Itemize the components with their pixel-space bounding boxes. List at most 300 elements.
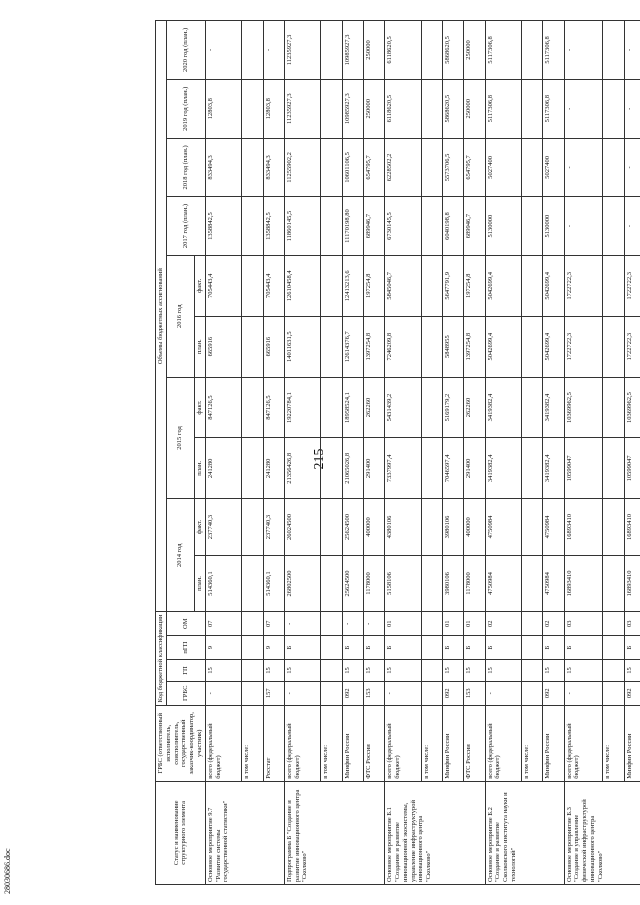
table-cell: 705443,4 xyxy=(263,255,284,316)
grbs-label: Минфин России xyxy=(342,705,363,781)
table-cell xyxy=(602,555,624,612)
table-cell xyxy=(421,138,442,197)
table-cell: 01 xyxy=(385,612,422,636)
table-cell xyxy=(602,660,624,682)
table-cell xyxy=(421,21,442,80)
table-cell: 26802500 xyxy=(284,555,321,612)
grbs-label: всего (федеральный бюджет) xyxy=(485,705,522,781)
table-cell: 5117306,8 xyxy=(543,79,564,138)
table-cell: 4380106 xyxy=(385,499,422,556)
table-cell xyxy=(522,197,543,256)
table-cell xyxy=(602,197,624,256)
table-cell xyxy=(321,438,342,499)
table-cell: Б xyxy=(443,636,464,660)
table-cell: 15 xyxy=(464,660,485,682)
table-cell: 9 xyxy=(263,636,284,660)
table-cell: 1397254,8 xyxy=(464,316,485,377)
table-cell: 03 xyxy=(564,612,602,636)
table-row xyxy=(543,21,564,885)
table-body xyxy=(205,21,640,885)
table-cell xyxy=(321,21,342,80)
table-cell: 26024500 xyxy=(284,499,321,556)
header-2016-plan: план. xyxy=(194,316,205,377)
table-cell: 10599047 xyxy=(625,438,640,499)
table-cell: 15 xyxy=(564,660,602,682)
table-cell xyxy=(242,377,263,438)
grbs-label: Минфин России xyxy=(625,705,640,781)
table-row xyxy=(464,21,485,885)
table-cell: 25624500 xyxy=(342,499,363,556)
table-cell: 847126,5 xyxy=(205,377,242,438)
grbs-label: в том числе: xyxy=(522,705,543,781)
grbs-label: Минфин России xyxy=(443,705,464,781)
table-cell: 11860145,5 xyxy=(284,197,321,256)
table-cell: 1722722,3 xyxy=(625,316,640,377)
table-cell xyxy=(242,79,263,138)
table-cell: 262260 xyxy=(464,377,485,438)
header-kbk-gp: ГП xyxy=(166,660,205,682)
table-cell: 5130000 xyxy=(485,197,522,256)
table-cell: 19220784,1 xyxy=(284,377,321,438)
table-cell xyxy=(602,438,624,499)
table-cell xyxy=(242,21,263,80)
table-cell: 01 xyxy=(464,612,485,636)
table-cell: 5042699,4 xyxy=(543,255,564,316)
table-cell: Б xyxy=(342,636,363,660)
table-cell: 18958524,1 xyxy=(342,377,363,438)
table-cell: - xyxy=(485,681,522,705)
table-cell xyxy=(321,197,342,256)
table-cell: 5130000 xyxy=(543,197,564,256)
table-cell: 14011631,5 xyxy=(284,316,321,377)
table-cell: 25624500 xyxy=(342,555,363,612)
table-cell: 16893410 xyxy=(625,499,640,556)
table-cell: 689946,7 xyxy=(464,197,485,256)
table-cell: 1178000 xyxy=(363,555,384,612)
table-cell: 5868620,5 xyxy=(443,79,464,138)
table-cell: 5573706,5 xyxy=(443,138,464,197)
table-cell: 092 xyxy=(543,681,564,705)
table-cell xyxy=(421,79,442,138)
structural-element-name: Основное мероприятие Б.1 "Создание и развитие инновационной экосистемы, управление инфраструктурой инновационного центра "Сколково" xyxy=(385,781,485,884)
header-kbk-pgp: пГП xyxy=(166,636,205,660)
table-cell: 291400 xyxy=(363,438,384,499)
table-cell: 6228502,2 xyxy=(385,138,422,197)
table-cell: - xyxy=(564,681,602,705)
table-cell: 3980106 xyxy=(443,499,464,556)
table-cell: 262260 xyxy=(363,377,384,438)
table-cell xyxy=(602,21,624,80)
table-cell: 6040198,8 xyxy=(443,197,464,256)
table-cell: 11235927,3 xyxy=(284,21,321,80)
table-cell: - xyxy=(205,21,242,80)
table-cell: 11235927,3 xyxy=(284,79,321,138)
table-cell: - xyxy=(263,21,284,80)
table-cell: - xyxy=(284,681,321,705)
header-2015-plan: план. xyxy=(194,438,205,499)
table-cell: 7046597,4 xyxy=(443,438,464,499)
grbs-label: всего (федеральный бюджет) xyxy=(284,705,321,781)
table-row xyxy=(485,21,522,885)
table-cell: 250000 xyxy=(464,79,485,138)
table-cell: 689946,7 xyxy=(363,197,384,256)
header-2015: 2015 год xyxy=(166,377,194,499)
table-cell: 10599047 xyxy=(564,438,602,499)
grbs-label: всего (федеральный бюджет) xyxy=(564,705,602,781)
table-cell xyxy=(421,555,442,612)
document-footer: 28030686.doc xyxy=(3,848,12,894)
table-cell: 9 xyxy=(205,636,242,660)
table-cell xyxy=(602,636,624,660)
table-cell: 4750984 xyxy=(543,499,564,556)
header-2014-plan: план. xyxy=(194,555,205,612)
table-cell: 5117306,8 xyxy=(543,21,564,80)
table-cell xyxy=(602,316,624,377)
table-cell: 1358842,5 xyxy=(263,197,284,256)
table-cell: 847126,5 xyxy=(263,377,284,438)
table-cell xyxy=(522,255,543,316)
table-cell: 07 xyxy=(263,612,284,636)
table-cell: 02 xyxy=(485,612,522,636)
table-cell xyxy=(421,499,442,556)
header-2018: 2018 год (план.) xyxy=(166,138,205,197)
header-2020: 2020 год (план.) xyxy=(166,21,205,80)
header-2015-fact: факт. xyxy=(194,377,205,438)
table-cell: Б xyxy=(485,636,522,660)
table-cell: 3419382,4 xyxy=(485,377,522,438)
table-cell: - xyxy=(564,79,602,138)
table-cell: 705443,4 xyxy=(205,255,242,316)
table-row xyxy=(263,21,284,885)
table-cell: 10985927,3 xyxy=(342,79,363,138)
table-row xyxy=(522,21,543,885)
table-cell: 237740,3 xyxy=(263,499,284,556)
table-cell: 7246209,8 xyxy=(385,316,422,377)
table-cell xyxy=(321,138,342,197)
table-cell: 11255902,2 xyxy=(284,138,321,197)
table-cell: Б xyxy=(625,636,640,660)
table-cell xyxy=(321,681,342,705)
table-cell: 15 xyxy=(625,660,640,682)
table-cell: 10369962,5 xyxy=(564,377,602,438)
table-cell xyxy=(321,377,342,438)
table-cell xyxy=(242,612,263,636)
table-cell: 4750984 xyxy=(485,499,522,556)
table-cell: 833494,3 xyxy=(263,138,284,197)
table-cell: 5868620,5 xyxy=(443,21,464,80)
table-cell xyxy=(242,681,263,705)
table-cell xyxy=(522,316,543,377)
table-cell: 092 xyxy=(443,681,464,705)
table-cell xyxy=(321,660,342,682)
table-cell: 15 xyxy=(543,660,564,682)
table-cell: 3419382,4 xyxy=(543,377,564,438)
grbs-label: в том числе: xyxy=(242,705,263,781)
table-cell: - xyxy=(363,612,384,636)
table-cell: 11170198,80 xyxy=(342,197,363,256)
table-cell: 15 xyxy=(342,660,363,682)
table-cell: 250000 xyxy=(363,79,384,138)
table-row xyxy=(284,21,321,885)
header-kbk-grbs: ГРБС xyxy=(166,681,205,705)
header-status: Статус и наименование структурного элемента xyxy=(156,781,206,884)
table-cell: 654795,7 xyxy=(464,138,485,197)
table-cell: 654795,7 xyxy=(363,138,384,197)
table-cell xyxy=(242,636,263,660)
table-row xyxy=(602,21,624,885)
table-cell xyxy=(522,555,543,612)
table-cell: - xyxy=(205,681,242,705)
table-cell: 5431439,2 xyxy=(385,377,422,438)
grbs-label: в том числе: xyxy=(602,705,624,781)
table-cell xyxy=(242,255,263,316)
table-row xyxy=(321,21,342,885)
table-cell: 1178000 xyxy=(464,555,485,612)
table-cell: 3980106 xyxy=(443,555,464,612)
table-cell xyxy=(602,499,624,556)
grbs-label: Росстат xyxy=(263,705,284,781)
table-cell xyxy=(522,138,543,197)
table-cell: 514360,1 xyxy=(205,555,242,612)
table-cell: 15 xyxy=(443,660,464,682)
table-cell: Б xyxy=(385,636,422,660)
table-cell: Б xyxy=(564,636,602,660)
table-cell xyxy=(602,255,624,316)
table-cell xyxy=(522,438,543,499)
grbs-label: всего (федеральный бюджет) xyxy=(385,705,422,781)
table-cell: 03 xyxy=(625,612,640,636)
table-cell xyxy=(321,636,342,660)
table-row xyxy=(242,21,263,885)
table-cell: 1722722,3 xyxy=(564,316,602,377)
table-cell: 01 xyxy=(443,612,464,636)
table-cell: 197254,8 xyxy=(363,255,384,316)
table-cell xyxy=(421,197,442,256)
table-cell xyxy=(321,555,342,612)
table-cell: - xyxy=(564,21,602,80)
header-2016: 2016 год xyxy=(166,255,194,377)
table-cell: 02 xyxy=(543,612,564,636)
table-cell xyxy=(421,681,442,705)
table-cell: 21065026,8 xyxy=(342,438,363,499)
structural-element-name: Основное мероприятие 9.7 "Развитие системы государственной статистики" xyxy=(205,781,284,884)
table-cell: 1722722,3 xyxy=(564,255,602,316)
structural-element-name: Основное мероприятие Б.3 "Создание и управление физической инфраструктурой инновационного центра "Сколково" xyxy=(564,781,640,884)
table-cell xyxy=(602,79,624,138)
table-cell: 4750984 xyxy=(543,555,564,612)
table-cell: 5848955 xyxy=(443,316,464,377)
table-cell: 092 xyxy=(342,681,363,705)
table-cell: 241280 xyxy=(205,438,242,499)
table-cell: 400000 xyxy=(464,499,485,556)
table-cell xyxy=(242,499,263,556)
table-cell: 07 xyxy=(205,612,242,636)
table-cell xyxy=(242,660,263,682)
table-cell xyxy=(522,636,543,660)
structural-element-name: Подпрограмма Б "Создание и развитие инновационного центра "Сколково" xyxy=(284,781,384,884)
table-cell xyxy=(522,499,543,556)
table-cell: 5042699,4 xyxy=(543,316,564,377)
header-2016-fact: факт. xyxy=(194,255,205,316)
table-cell xyxy=(522,79,543,138)
table-cell xyxy=(421,255,442,316)
table-cell: 5169179,2 xyxy=(443,377,464,438)
table-cell: - xyxy=(385,681,422,705)
table-cell: 237740,3 xyxy=(205,499,242,556)
table-row xyxy=(443,21,464,885)
table-row xyxy=(342,21,363,885)
table-cell: 250000 xyxy=(464,21,485,80)
table-row xyxy=(564,21,602,885)
table-cell: 15 xyxy=(385,660,422,682)
table-cell xyxy=(522,660,543,682)
table-cell xyxy=(421,438,442,499)
table-cell: 5117306,8 xyxy=(485,21,522,80)
table-cell: 4750984 xyxy=(485,555,522,612)
table-cell: 153 xyxy=(363,681,384,705)
grbs-label: в том числе: xyxy=(421,705,442,781)
table-cell: Б xyxy=(464,636,485,660)
table-cell: 21356426,8 xyxy=(284,438,321,499)
table-cell xyxy=(421,660,442,682)
page-number: 215 xyxy=(312,448,327,470)
table-cell: 12803,8 xyxy=(263,79,284,138)
header-kbk-om: ОМ xyxy=(166,612,205,636)
table-cell: 197254,8 xyxy=(464,255,485,316)
table-cell: 250000 xyxy=(363,21,384,80)
table-cell: 153 xyxy=(464,681,485,705)
header-kbk: Код бюджетной классификации xyxy=(156,612,167,705)
table-cell: 3419382,4 xyxy=(543,438,564,499)
table-cell: 514360,1 xyxy=(263,555,284,612)
table-cell xyxy=(321,316,342,377)
header-2014-fact: факт. xyxy=(194,499,205,556)
table-row xyxy=(421,21,442,885)
table-cell: 665916 xyxy=(205,316,242,377)
table-cell: 5845046,7 xyxy=(385,255,422,316)
table-cell: 5042699,4 xyxy=(485,316,522,377)
table-row xyxy=(363,21,384,885)
table-cell xyxy=(421,377,442,438)
table-cell: 6118620,5 xyxy=(385,79,422,138)
table-cell: 15 xyxy=(284,660,321,682)
table-cell: - xyxy=(625,138,640,197)
table-cell: 12610458,4 xyxy=(284,255,321,316)
table-cell xyxy=(242,316,263,377)
table-cell: 3419382,4 xyxy=(485,438,522,499)
table-cell: 16893410 xyxy=(564,499,602,556)
table-cell: 5027400 xyxy=(485,138,522,197)
table-cell: - xyxy=(342,612,363,636)
table-cell: 833494,3 xyxy=(205,138,242,197)
table-cell: - xyxy=(625,21,640,80)
table-cell: Б xyxy=(543,636,564,660)
table-row xyxy=(385,21,422,885)
table-cell: 241280 xyxy=(263,438,284,499)
table-cell: 157 xyxy=(263,681,284,705)
table-cell xyxy=(242,197,263,256)
grbs-label: всего (федеральный бюджет) xyxy=(205,705,242,781)
table-cell xyxy=(522,377,543,438)
table-cell xyxy=(522,681,543,705)
header-2019: 2019 год (план.) xyxy=(166,79,205,138)
table-cell: 291400 xyxy=(464,438,485,499)
table-row xyxy=(205,21,242,885)
table-cell: 16893410 xyxy=(625,555,640,612)
table-cell: 7337997,4 xyxy=(385,438,422,499)
table-cell: - xyxy=(564,197,602,256)
table-cell: - xyxy=(625,79,640,138)
table-cell: 6118620,5 xyxy=(385,21,422,80)
table-cell xyxy=(321,612,342,636)
table-cell: 10985927,3 xyxy=(342,21,363,80)
table-cell: 15 xyxy=(263,660,284,682)
table-cell: 1397254,8 xyxy=(363,316,384,377)
header-2017: 2017 год (план.) xyxy=(166,197,205,256)
table-cell: - xyxy=(564,138,602,197)
table-cell: 15 xyxy=(363,660,384,682)
table-cell: 6730145,5 xyxy=(385,197,422,256)
table-cell: 5117306,8 xyxy=(485,79,522,138)
table-cell: 5647791,9 xyxy=(443,255,464,316)
table-cell xyxy=(321,499,342,556)
table-cell: 400000 xyxy=(363,499,384,556)
table-cell: 15 xyxy=(205,660,242,682)
table-cell: 665916 xyxy=(263,316,284,377)
table-cell: 5027400 xyxy=(543,138,564,197)
table-cell: 5158106 xyxy=(385,555,422,612)
table-cell: Б xyxy=(363,636,384,660)
budget-table xyxy=(155,20,640,885)
table-cell: 12614376,7 xyxy=(342,316,363,377)
table-cell xyxy=(242,438,263,499)
table-cell: 092 xyxy=(625,681,640,705)
grbs-label: Минфин России xyxy=(543,705,564,781)
table-cell: - xyxy=(284,612,321,636)
table-cell: 1722722,3 xyxy=(625,255,640,316)
header-2014: 2014 год xyxy=(166,499,194,612)
grbs-label: ФТС России xyxy=(363,705,384,781)
table-cell xyxy=(602,377,624,438)
table-cell xyxy=(602,612,624,636)
table-cell: Б xyxy=(284,636,321,660)
table-cell: 1358842,5 xyxy=(205,197,242,256)
table-row xyxy=(625,21,640,885)
table-cell xyxy=(602,681,624,705)
table-cell xyxy=(321,255,342,316)
table-cell xyxy=(242,138,263,197)
header-volumes: Объемы бюджетных ассигнований xyxy=(156,21,167,612)
structural-element-name: Основное мероприятие Б.2 "Создание и развитие Сколковского института науки и технологий" xyxy=(485,781,564,884)
table-cell: 12803,8 xyxy=(205,79,242,138)
table-cell xyxy=(421,612,442,636)
table-cell: 10369962,5 xyxy=(625,377,640,438)
table-cell xyxy=(421,316,442,377)
table-cell: 12413213,6 xyxy=(342,255,363,316)
table-cell: 10601106,5 xyxy=(342,138,363,197)
grbs-label: ФТС России xyxy=(464,705,485,781)
table-cell: 5042699,4 xyxy=(485,255,522,316)
grbs-label: в том числе: xyxy=(321,705,342,781)
table-cell xyxy=(602,138,624,197)
table-cell xyxy=(522,21,543,80)
table-cell: 16893410 xyxy=(564,555,602,612)
table-cell: 15 xyxy=(485,660,522,682)
table-cell xyxy=(522,612,543,636)
table-cell xyxy=(242,555,263,612)
table-cell xyxy=(421,636,442,660)
header-grbs: ГРБС (ответственный исполнитель, соисполнитель, государственный заказчик-координатор, участник) xyxy=(156,705,206,781)
